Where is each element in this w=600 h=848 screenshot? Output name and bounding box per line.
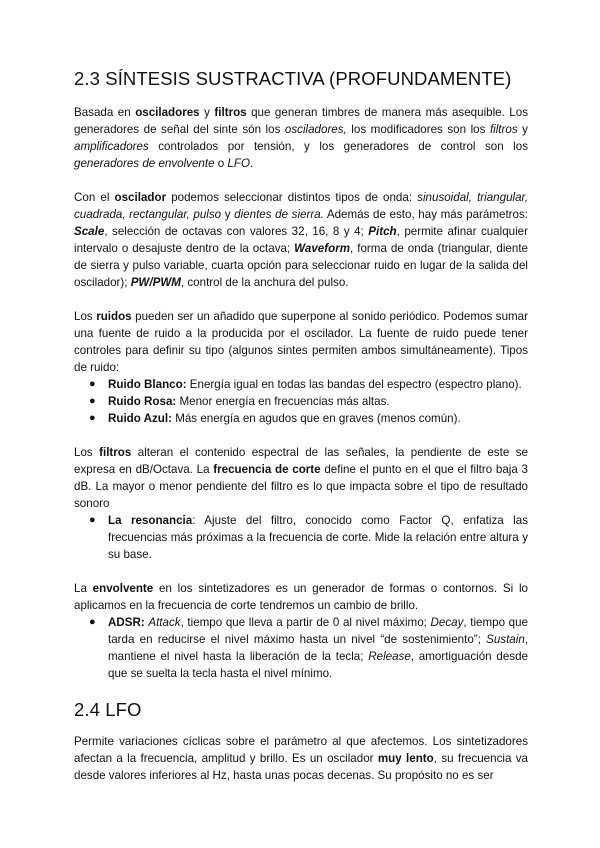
paragraph-osciladores-filtros: Basada en osciladores y filtros que generan timbres de manera más asequible. Los generadores de señal del sinte són los osciladores, los modificadores son los filtros y amplificadores controlados por tensión, y los generadores de control son los generadores de envolvente o LFO. [74, 106, 529, 170]
list-item-resonancia: ● La resonancia: Ajuste del filtro, conocido como Factor Q, enfatiza las frecuencias más próximas a la frecuencia de corte. Mide la relación entre altura y su base. [89, 514, 528, 561]
section-title-sintesis-sustractiva: 2.3 SÍNTESIS SUSTRACTIVA (PROFUNDAMENTE) [74, 68, 512, 89]
paragraph-oscilador: Con el oscilador podemos seleccionar distintos tipos de onda: sinusoidal, triangular, cuadrada, rectangular, pulso y dientes de sierra. Además de esto, hay más parámetros: Scale, selección de octavas con valores 32, 16, 8 y 4; Pitch, permite afinar cualquier intervalo o desajuste dentro de la octava; Waveform, forma de onda (triangular, diente de sierra y pulso variable, cuarta opción para seleccionar ruido en lugar de la salida del oscilador); PW/PWM, control de la anchura del pulso. [74, 191, 528, 289]
list-item-ruido-rosa: ● Ruido Rosa: Menor energía en frecuencias más altas. [89, 395, 390, 408]
document-page [74, 68, 528, 801]
list-item-ruido-blanco: ● Ruido Blanco: Energía igual en todas las bandas del espectro (espectro plano). [89, 378, 522, 391]
filter-list [74, 512, 528, 563]
paragraph-filtros: Los filtros alteran el contenido espectral de las señales, la pendiente de este se expresa en dB/Octava. La frecuencia de corte define el punto en el que el filtro baja 3 dB. La mayor o menor pendiente del filtro es lo que impacta sobre el tipo de resultado sonoro [74, 446, 528, 510]
envelope-list [74, 614, 528, 682]
bullet-icon: ● [89, 395, 96, 407]
list-item-adsr: ● ADSR: Attack, tiempo que lleva a partir de 0 al nivel máximo; Decay, tiempo que tarda en reducirse el nivel máximo hasta un nivel “de sostenimiento”; Sustain, mantiene el nivel hasta la liberación de la tecla; Release, amortiguación desde que se suelta la tecla hasta el nivel mínimo. [89, 616, 528, 680]
bullet-icon: ● [89, 514, 96, 526]
paragraph-envolvente: La envolvente en los sintetizadores es un generador de formas o contornos. Si lo aplicamos en la frecuencia de corte tendremos un cambio de brillo. [74, 582, 528, 612]
bullet-icon: ● [89, 378, 96, 390]
paragraph-lfo: Permite variaciones cíclicas sobre el parámetro al que afectemos. Los sintetizadores afectan a la frecuencia, amplitud y brillo. Es un oscilador muy lento, su frecuencia va desde valores inferiores al Hz, hasta unas pocas decenas. Su propósito no es ser [74, 735, 528, 782]
section-title-lfo: 2.4 LFO [74, 699, 142, 720]
list-item-ruido-azul: ● Ruido Azul: Más energía en agudos que en graves (menos común). [89, 412, 461, 425]
bullet-icon: ● [89, 412, 96, 424]
bullet-icon: ● [89, 616, 96, 628]
noise-types-list [74, 376, 528, 427]
paragraph-ruidos: Los ruidos pueden ser un añadido que superpone al sonido periódico. Podemos sumar una fuente de ruido a la producida por el oscilador. La fuente de ruido puede tener controles para definir su tipo (algunos sintes permiten ambos simultáneamente). Tipos de ruido: [74, 310, 528, 374]
